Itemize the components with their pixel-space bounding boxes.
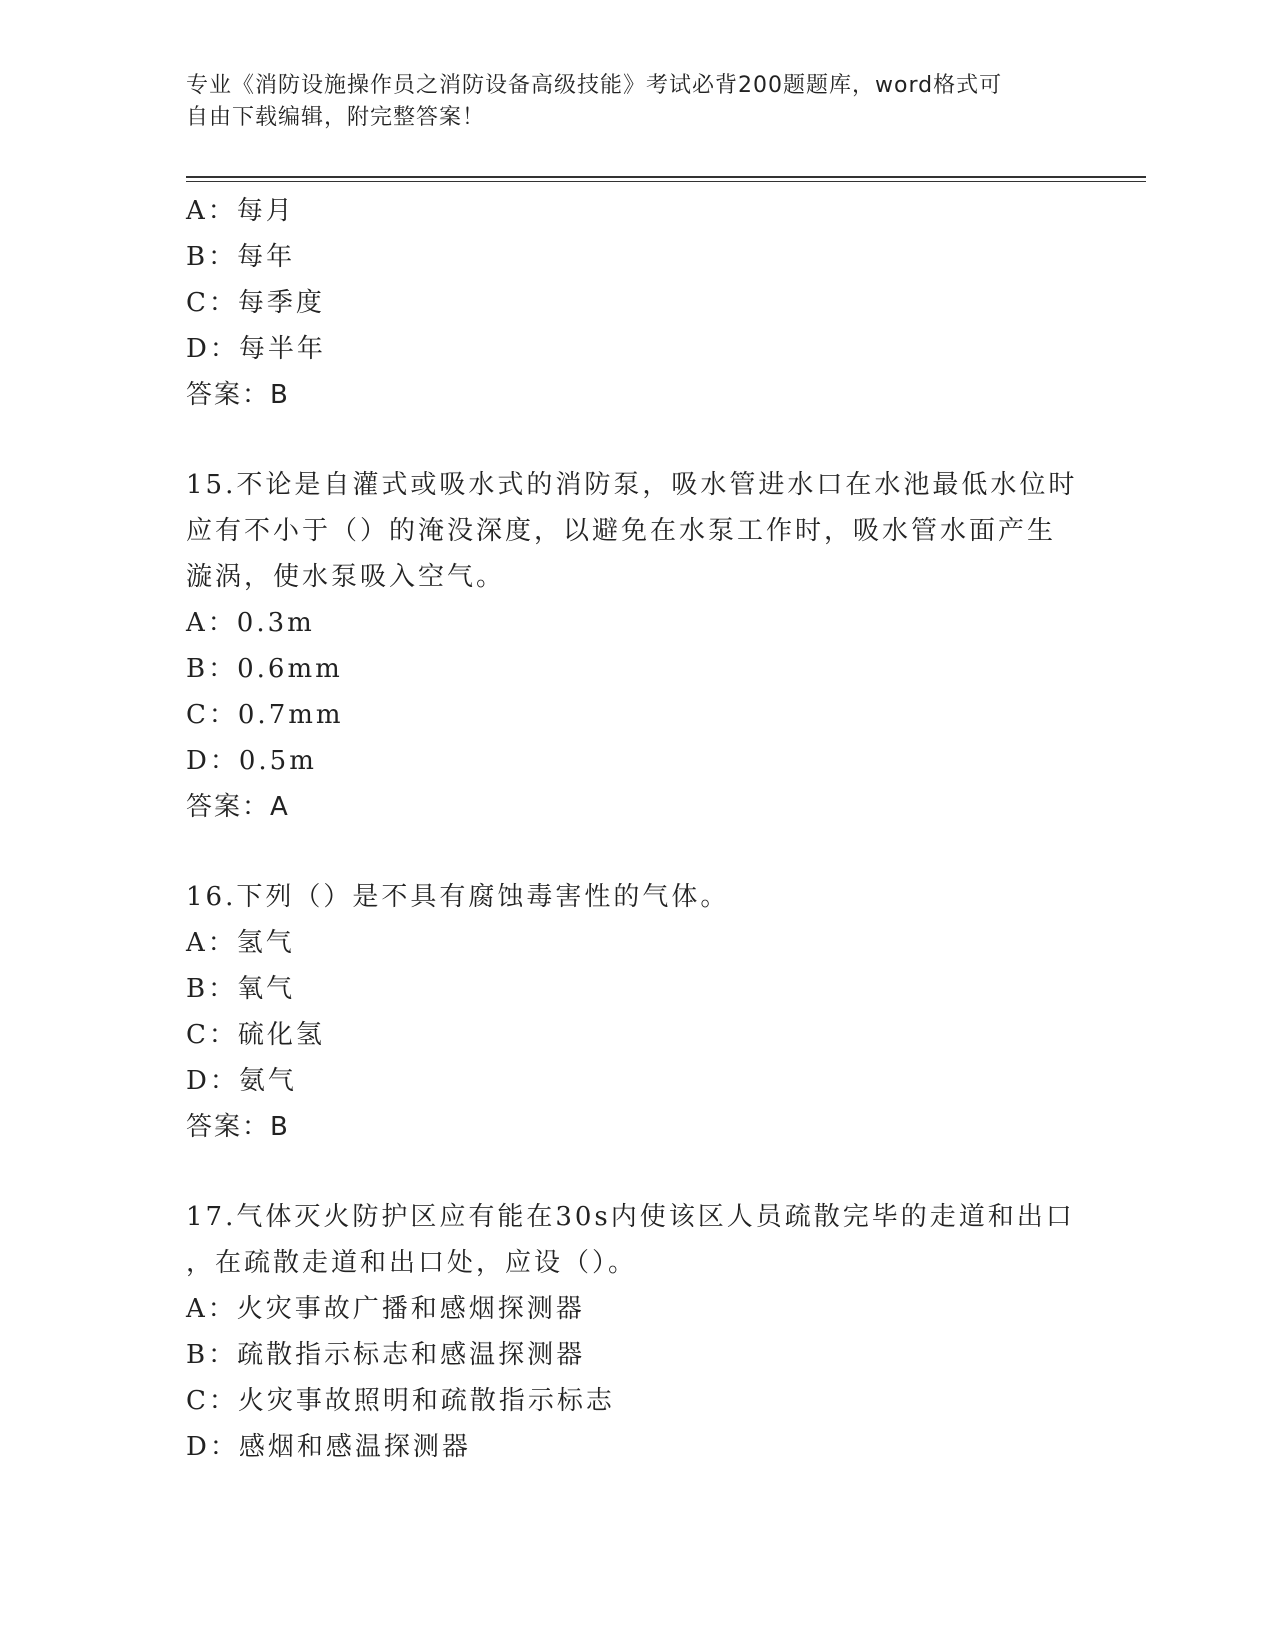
option-d: D：感烟和感温探测器	[186, 1432, 471, 1462]
option-b: B：每年	[186, 242, 296, 272]
option-c: C：0.7mm	[186, 700, 344, 730]
option-a: A：0.3m	[186, 608, 315, 638]
header-divider-thick	[186, 176, 1146, 178]
option-a: A：每月	[186, 196, 295, 226]
option-b: B：0.6mm	[186, 654, 343, 684]
question-text-line: 17.气体灭火防护区应有能在30s内使该区人员疏散完毕的走道和出口	[186, 1202, 1075, 1232]
question-15	[186, 462, 1086, 830]
question-16	[186, 874, 1086, 1150]
question-text-line: ，在疏散走道和出口处，应设（）。	[186, 1248, 638, 1278]
question-text-line: 漩涡，使水泵吸入空气。	[186, 562, 506, 592]
header-line-1: 专业《消防设施操作员之消防设备高级技能》考试必背200题题库，word格式可	[186, 73, 1003, 98]
option-b: B：氧气	[186, 974, 296, 1004]
option-b: B：疏散指示标志和感温探测器	[186, 1340, 586, 1370]
option-d: D：每半年	[186, 334, 326, 364]
spacer	[186, 418, 1086, 462]
question-17	[186, 1194, 1086, 1470]
question-text-line: 16.下列（）是不具有腐蚀毒害性的气体。	[186, 882, 730, 912]
option-a: A：火灾事故广播和感烟探测器	[186, 1294, 585, 1324]
question-14	[186, 188, 1086, 418]
option-d: D：0.5m	[186, 746, 317, 776]
option-d: D：氨气	[186, 1066, 297, 1096]
answer-line: 答案：B	[186, 380, 290, 410]
spacer	[186, 830, 1086, 874]
answer-line: 答案：B	[186, 1112, 290, 1142]
option-c: C：每季度	[186, 288, 325, 318]
spacer	[186, 1150, 1086, 1194]
answer-line: 答案：A	[186, 792, 290, 822]
header-line-2: 自由下载编辑，附完整答案！	[186, 105, 486, 130]
page-header	[186, 70, 1086, 134]
option-c: C：火灾事故照明和疏散指示标志	[186, 1386, 615, 1416]
question-text-line: 应有不小于（）的淹没深度，以避免在水泵工作时，吸水管水面产生	[186, 516, 1057, 546]
question-list	[186, 188, 1086, 1470]
header-divider-thin	[186, 181, 1146, 182]
question-text-line: 15.不论是自灌式或吸水式的消防泵，吸水管进水口在水池最低水位时	[186, 470, 1078, 500]
option-c: C：硫化氢	[186, 1020, 325, 1050]
option-a: A：氢气	[186, 928, 295, 958]
